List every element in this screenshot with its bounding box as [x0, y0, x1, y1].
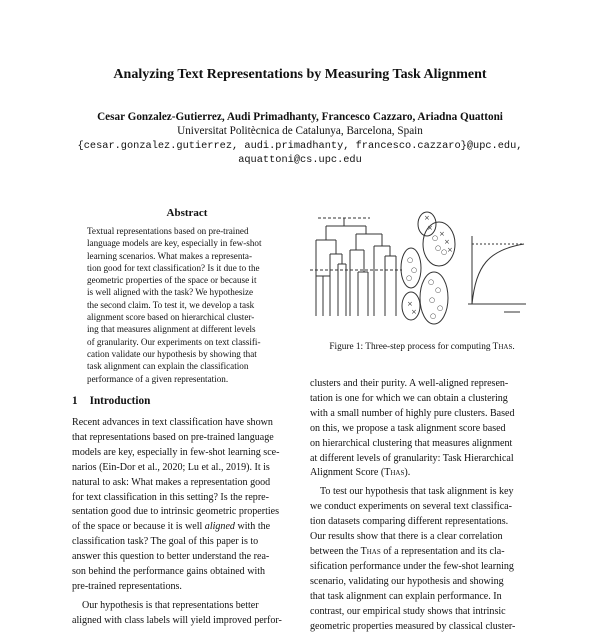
svg-text:○: ○ [429, 296, 435, 304]
svg-text:×: × [444, 238, 450, 246]
body-line: Our results show that there is a clear correlation [310, 530, 534, 545]
svg-text:○: ○ [430, 312, 436, 320]
abstract-line: alignment score based on hierarchical cluster- [87, 311, 286, 323]
abstract-line: Textual representations based on pre-trained [87, 225, 286, 237]
body-line: that task alignment can explain performance. In [310, 590, 534, 605]
dendrogram [310, 218, 402, 316]
abstract-line: the second claim. To test it, we develop a task [87, 299, 286, 311]
abstract-body [87, 225, 286, 385]
abstract-line: of granularity. Our experiments on text classifi- [87, 336, 286, 348]
svg-text:○: ○ [406, 274, 412, 282]
svg-text:×: × [439, 230, 445, 238]
body-line: geometric properties measured by classical cluster- [310, 620, 534, 634]
cluster-points [406, 214, 453, 320]
body-line: tation is one for which we can obtain a clustering [310, 392, 534, 407]
body-line [72, 520, 296, 535]
body-line: we conduct experiments on several text classifica- [310, 500, 534, 515]
svg-text:×: × [411, 308, 417, 316]
body-line: tion datasets comparing different representations. [310, 515, 534, 530]
section-title: Introduction [90, 395, 151, 407]
abstract-line: tion good for text classification? Is it due to the [87, 262, 286, 274]
body-line: sentation good due to intrinsic geometric properties [72, 505, 296, 520]
emphasis: aligned [205, 521, 235, 532]
body-line: Our hypothesis is that representations better [72, 599, 296, 614]
paper-title: Analyzing Text Representations by Measuring Task Alignment [0, 67, 600, 83]
svg-text:○: ○ [435, 286, 441, 294]
abstract-line: language models are key, especially in few-shot [87, 237, 286, 249]
abstract-line: is well aligned with the task? We hypothesize [87, 286, 286, 298]
email-line-2: aquattoni@cs.upc.edu [0, 154, 600, 166]
affiliation: Universitat Politècnica de Catalunya, Barcelona, Spain [0, 125, 600, 137]
body-line: Recent advances in text classification have shown [72, 416, 296, 431]
body-line: pre-trained representations. [72, 580, 296, 595]
svg-text:○: ○ [428, 278, 434, 286]
svg-text:×: × [407, 300, 413, 308]
body-line: narios (Ein-Dor et al., 2020; Lu et al., 2019). It is [72, 461, 296, 476]
three-step-process-diagram [308, 206, 528, 328]
svg-text:○: ○ [407, 256, 413, 264]
body-line: answer this question to better understand the rea- [72, 550, 296, 565]
section-heading-introduction [72, 395, 150, 407]
body-line: natural to ask: What makes a representation good [72, 476, 296, 491]
body-line: clusters and their purity. A well-aligned represen- [310, 377, 534, 392]
abstract-line: learning scenarios. What makes a representa- [87, 250, 286, 262]
body-line [310, 466, 534, 481]
abstract-line: cation validate our hypothesis by showing that [87, 348, 286, 360]
body-line: classification task? The goal of this paper is to [72, 535, 296, 550]
body-line: To test our hypothesis that task alignment is key [310, 485, 534, 500]
body-line: with a small number of highly pure clusters. Based [310, 407, 534, 422]
body-line: aligned with class labels will yield improved perfor- [72, 614, 296, 629]
introduction-body [72, 416, 296, 629]
caption-acronym: has [498, 342, 512, 352]
caption-end: . [512, 342, 514, 352]
acronym: has [367, 546, 381, 557]
caption-text: Figure 1: Three-step process for computing T [329, 342, 498, 352]
right-column-body [310, 377, 534, 634]
author-list: Cesar Gonzalez-Gutierrez, Audi Primadhanty, Francesco Cazzaro, Ariadna Quattoni [0, 111, 600, 123]
body-line [310, 545, 534, 560]
svg-text:○: ○ [432, 234, 438, 242]
body-line: sification performance under the few-shot learning [310, 560, 534, 575]
body-line: at different levels of granularity: Task Hierarchical [310, 452, 534, 467]
abstract-heading: Abstract [87, 207, 287, 219]
svg-text:×: × [427, 224, 433, 232]
body-line: son behind the performance gains obtained with [72, 565, 296, 580]
figure-caption [314, 342, 530, 352]
abstract-line: performance of a given representation. [87, 373, 286, 385]
svg-text:×: × [424, 214, 430, 222]
body-line: that representations based on pre-trained language [72, 431, 296, 446]
email-line-1: {cesar.gonzalez.gutierrez, audi.primadhanty, francesco.cazzaro}@upc.edu, [0, 140, 600, 152]
text-run: Alignment Score (T [310, 467, 390, 478]
text-run: of a representation and its cla- [383, 546, 504, 557]
svg-text:×: × [447, 246, 453, 254]
body-line: models are key, especially in few-shot learning sce- [72, 446, 296, 461]
alignment-curve-plot [468, 236, 526, 312]
figure-1 [308, 206, 528, 328]
text-run: between the T [310, 546, 367, 557]
svg-text:○: ○ [411, 266, 417, 274]
acronym: has [390, 467, 404, 478]
body-line: on this, we propose a task alignment score based [310, 422, 534, 437]
text-run: ). [404, 467, 410, 478]
abstract-line: ing that measures alignment at different levels [87, 323, 286, 335]
body-line: for text classification in this setting? Is the repre- [72, 491, 296, 506]
body-line: contrast, our empirical study shows that intrinsic [310, 605, 534, 620]
text-run: with the [237, 521, 270, 532]
body-line: scenario, validating our hypothesis and showing [310, 575, 534, 590]
abstract-line: task alignment can explain the classification [87, 360, 286, 372]
body-line: on hierarchical clustering that measures alignment [310, 437, 534, 452]
section-number: 1 [72, 395, 78, 407]
abstract-line: geometric properties of the space or because it [87, 274, 286, 286]
svg-text:○: ○ [435, 244, 441, 252]
svg-text:○: ○ [437, 304, 443, 312]
svg-text:○: ○ [441, 248, 447, 256]
text-run: of the space or because it is well [72, 521, 202, 532]
